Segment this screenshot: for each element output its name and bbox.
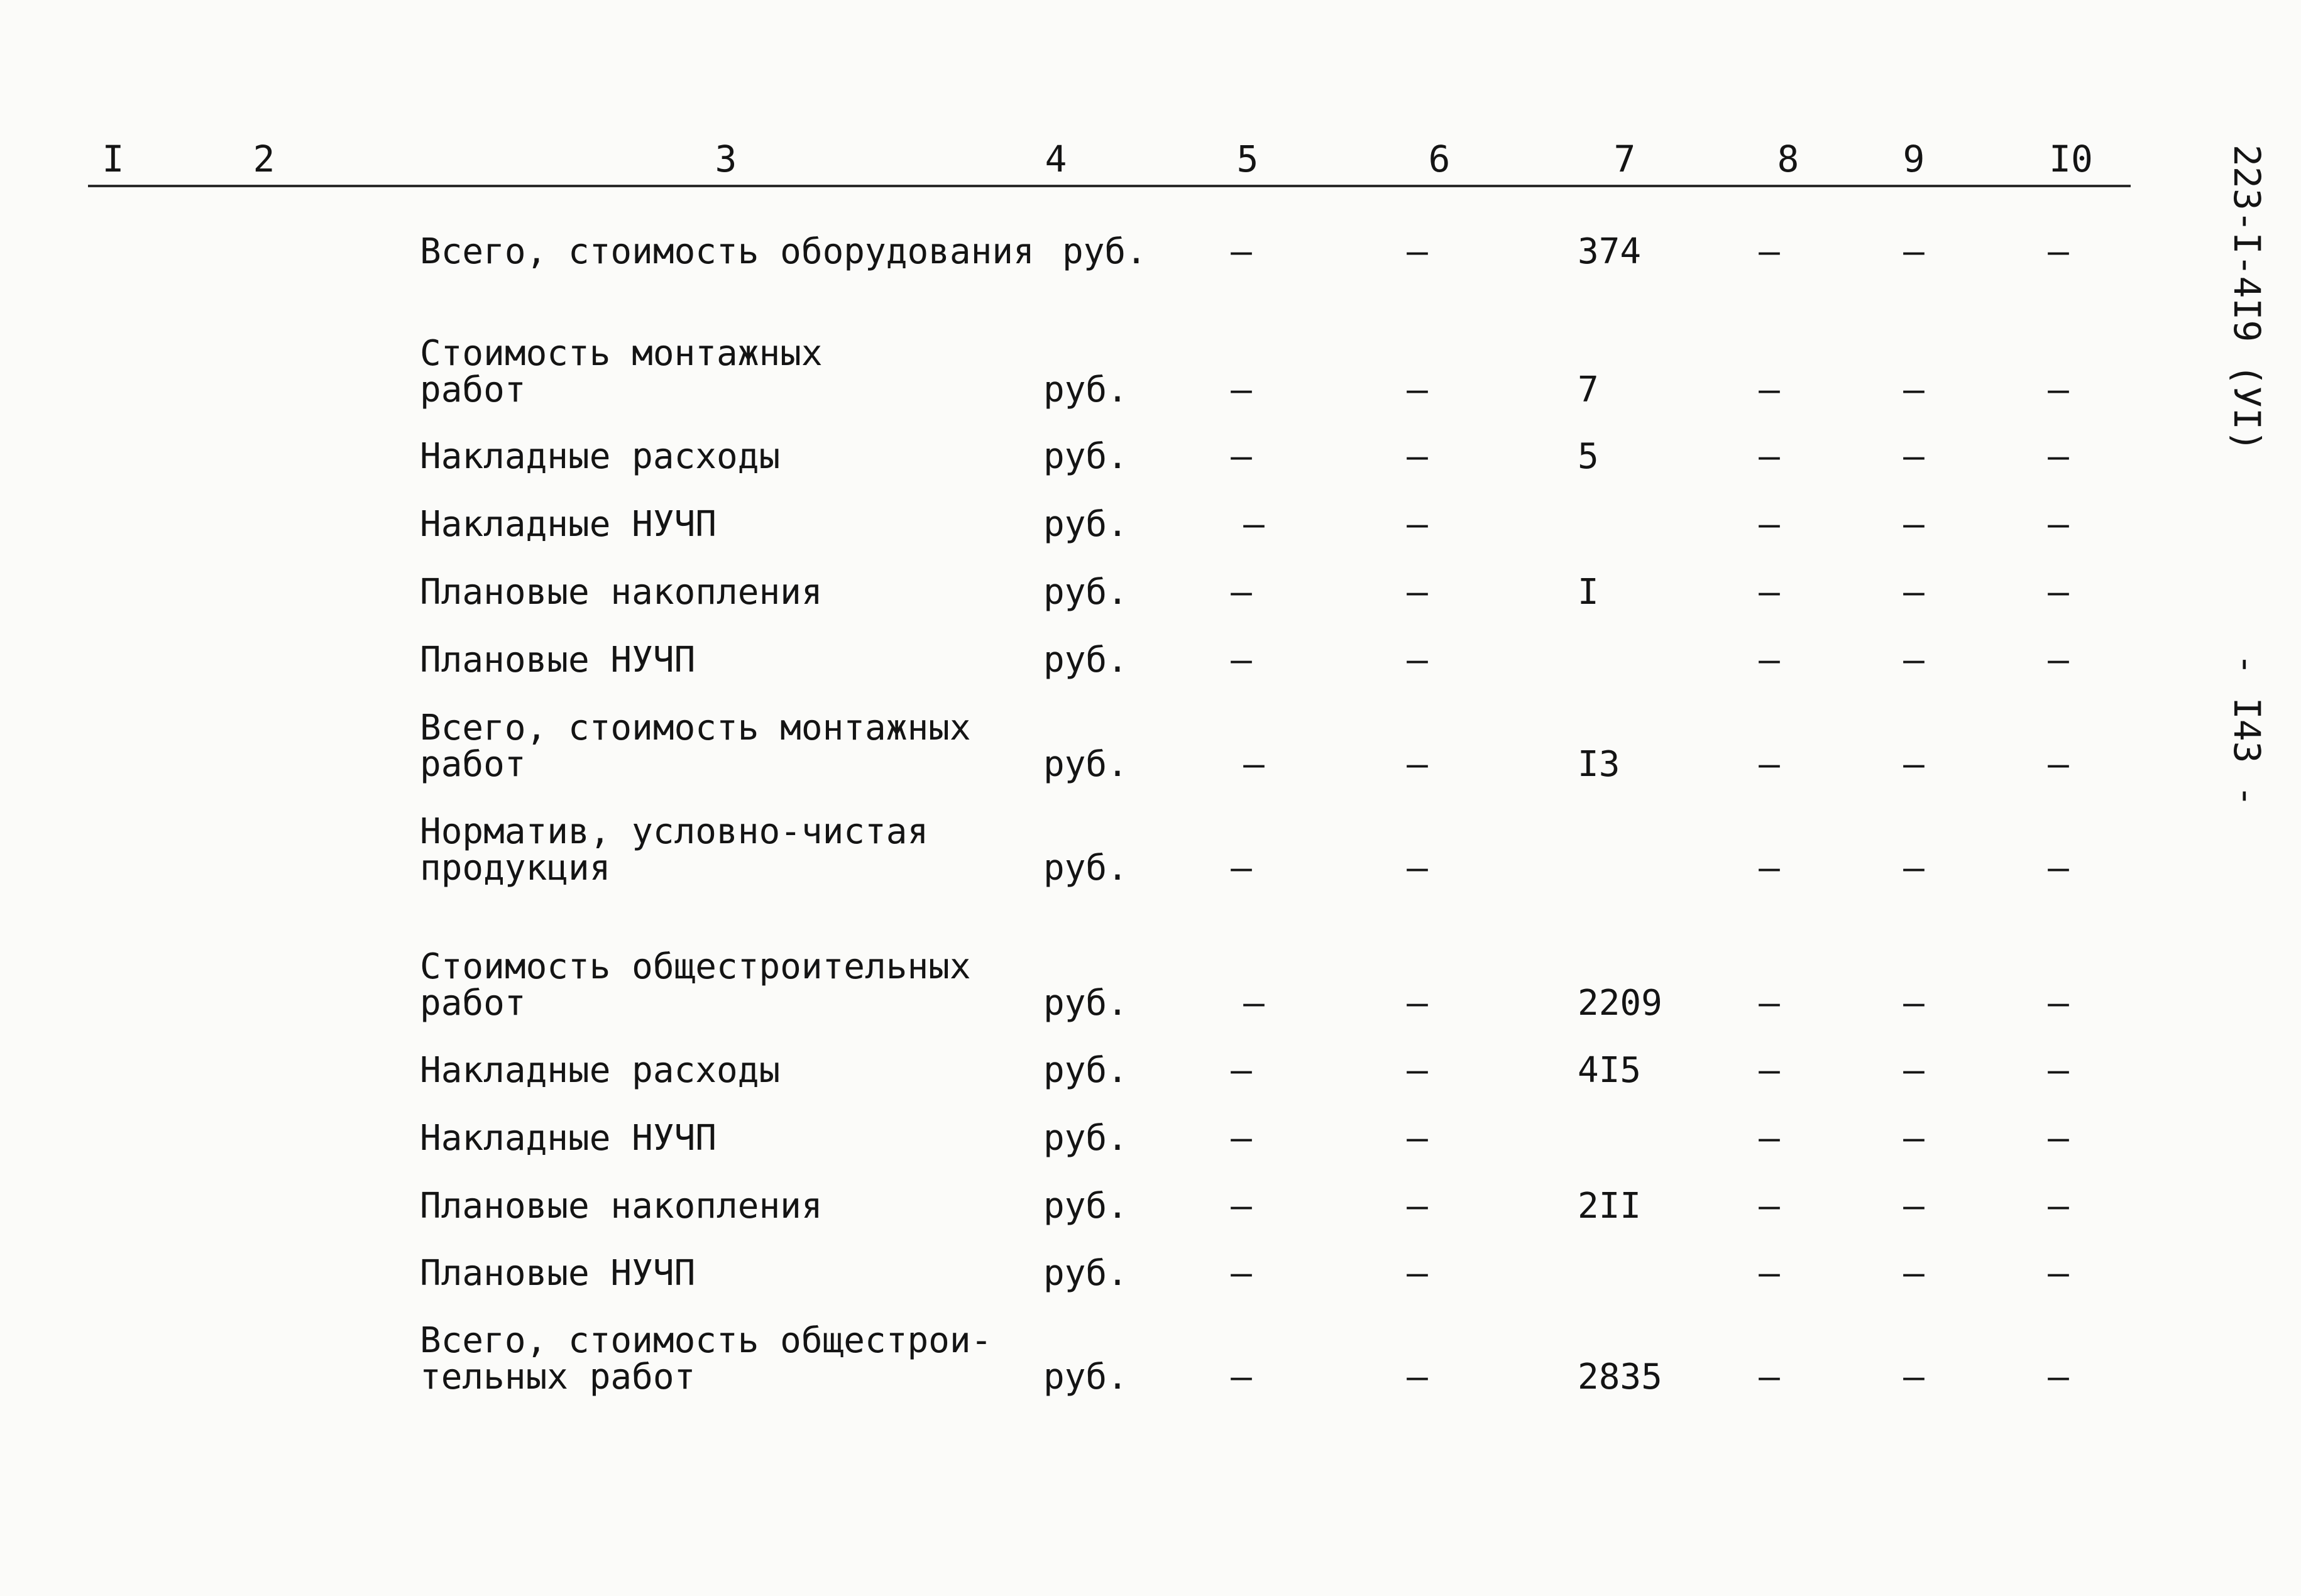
row-col5: –: [1231, 640, 1252, 680]
row-col6: –: [1407, 369, 1428, 410]
column-header-4: 4: [1045, 138, 1067, 180]
row-col8: –: [1759, 983, 1780, 1024]
row-col9: –: [1903, 504, 1925, 545]
row-col8: –: [1759, 231, 1780, 272]
column-header-1: I: [102, 138, 124, 180]
row-col5: –: [1231, 1357, 1252, 1397]
row-label: Плановые накопления: [420, 572, 823, 613]
row-unit: руб.: [1043, 640, 1128, 680]
row-col7: 374: [1578, 231, 1642, 272]
column-header-9: 9: [1903, 138, 1925, 180]
row-unit: руб.: [1043, 572, 1128, 613]
row-col5: –: [1243, 504, 1265, 545]
row-label: Плановые НУЧП: [420, 1253, 696, 1294]
row-col10: –: [2048, 1357, 2069, 1397]
row-unit: руб.: [1043, 1253, 1128, 1294]
row-unit: руб.: [1043, 436, 1128, 477]
row-col6: –: [1407, 744, 1428, 785]
row-col8: –: [1759, 504, 1780, 545]
row-col7: 4I5: [1578, 1050, 1642, 1091]
row-col10: –: [2048, 504, 2069, 545]
row-col7: I3: [1578, 744, 1620, 785]
row-col6: –: [1407, 1050, 1428, 1091]
row-label: Накладные расходы: [420, 1050, 781, 1091]
row-col10: –: [2048, 436, 2069, 477]
row-col9: –: [1903, 848, 1925, 888]
row-col10: –: [2048, 1118, 2069, 1159]
row-col10: –: [2048, 369, 2069, 410]
row-unit: руб.: [1062, 231, 1147, 272]
column-header-6: 6: [1428, 138, 1451, 180]
row-col5: –: [1243, 983, 1265, 1024]
row-label: Всего, стоимость монтажных работ: [420, 708, 971, 785]
row-col6: –: [1407, 572, 1428, 613]
row-col5: –: [1231, 1118, 1252, 1159]
column-header-2: 2: [253, 138, 275, 180]
row-col8: –: [1759, 1186, 1780, 1227]
row-col8: –: [1759, 436, 1780, 477]
row-col5: –: [1231, 1050, 1252, 1091]
row-unit: руб.: [1043, 1357, 1128, 1397]
row-unit: руб.: [1043, 1118, 1128, 1159]
row-col9: –: [1903, 983, 1925, 1024]
row-unit: руб.: [1043, 1050, 1128, 1091]
row-unit: руб.: [1043, 369, 1128, 410]
row-col8: –: [1759, 1118, 1780, 1159]
row-label: Накладные НУЧП: [420, 504, 717, 545]
row-unit: руб.: [1043, 504, 1128, 545]
row-col6: –: [1407, 1186, 1428, 1227]
row-col5: –: [1231, 436, 1252, 477]
page-number: - I43 -: [2226, 653, 2268, 807]
row-label: Стоимость монтажных работ: [420, 333, 823, 410]
row-col9: –: [1903, 436, 1925, 477]
row-col6: –: [1407, 848, 1428, 888]
row-col5: –: [1231, 848, 1252, 888]
row-label: Плановые накопления: [420, 1186, 823, 1227]
row-col7: I: [1578, 572, 1599, 613]
row-col10: –: [2048, 744, 2069, 785]
row-col9: –: [1903, 231, 1925, 272]
row-col8: –: [1759, 640, 1780, 680]
row-col6: –: [1407, 1253, 1428, 1294]
row-col8: –: [1759, 1050, 1780, 1091]
row-col10: –: [2048, 983, 2069, 1024]
row-unit: руб.: [1043, 983, 1128, 1024]
row-col6: –: [1407, 504, 1428, 545]
row-col9: –: [1903, 1253, 1925, 1294]
row-label: Норматив, условно-чистая продукция: [420, 811, 929, 888]
row-col7: 2209: [1578, 983, 1662, 1024]
row-col5: –: [1231, 369, 1252, 410]
row-col9: –: [1903, 1118, 1925, 1159]
header-rule: [88, 185, 2131, 187]
row-col6: –: [1407, 983, 1428, 1024]
row-label: Всего, стоимость общестрои- тельных работ: [420, 1320, 992, 1397]
column-header-10: I0: [2049, 138, 2093, 180]
row-col6: –: [1407, 231, 1428, 272]
row-col9: –: [1903, 1186, 1925, 1227]
row-unit: руб.: [1043, 1186, 1128, 1227]
document-code: 223-I-4I9 (УI): [2226, 145, 2268, 452]
row-col9: –: [1903, 640, 1925, 680]
row-col8: –: [1759, 848, 1780, 888]
row-col8: –: [1759, 1253, 1780, 1294]
row-unit: руб.: [1043, 848, 1128, 888]
row-col6: –: [1407, 640, 1428, 680]
row-col6: –: [1407, 1357, 1428, 1397]
column-header-7: 7: [1613, 138, 1636, 180]
column-header-8: 8: [1777, 138, 1799, 180]
row-col5: –: [1231, 231, 1252, 272]
row-col8: –: [1759, 1357, 1780, 1397]
row-col10: –: [2048, 231, 2069, 272]
row-col8: –: [1759, 369, 1780, 410]
row-col6: –: [1407, 1118, 1428, 1159]
row-col9: –: [1903, 1357, 1925, 1397]
row-col7: 2835: [1578, 1357, 1662, 1397]
row-col10: –: [2048, 848, 2069, 888]
row-col9: –: [1903, 744, 1925, 785]
row-col5: –: [1243, 744, 1265, 785]
row-col8: –: [1759, 572, 1780, 613]
row-col9: –: [1903, 369, 1925, 410]
row-col9: –: [1903, 1050, 1925, 1091]
row-col7: 7: [1578, 369, 1599, 410]
column-header-5: 5: [1236, 138, 1259, 180]
row-col7: 2II: [1578, 1186, 1642, 1227]
row-col5: –: [1231, 1253, 1252, 1294]
row-col7: 5: [1578, 436, 1599, 477]
row-col8: –: [1759, 744, 1780, 785]
row-label: Стоимость общестроительных работ: [420, 946, 971, 1024]
row-col5: –: [1231, 1186, 1252, 1227]
row-label: Всего, стоимость оборудования: [420, 231, 1035, 272]
row-label: Плановые НУЧП: [420, 640, 696, 680]
row-col10: –: [2048, 1050, 2069, 1091]
row-label: Накладные расходы: [420, 436, 781, 477]
row-col6: –: [1407, 436, 1428, 477]
row-col10: –: [2048, 1253, 2069, 1294]
row-label: Накладные НУЧП: [420, 1118, 717, 1159]
column-header-3: 3: [715, 138, 737, 180]
row-col5: –: [1231, 572, 1252, 613]
row-col10: –: [2048, 1186, 2069, 1227]
row-col10: –: [2048, 572, 2069, 613]
row-col9: –: [1903, 572, 1925, 613]
row-col10: –: [2048, 640, 2069, 680]
row-unit: руб.: [1043, 744, 1128, 785]
